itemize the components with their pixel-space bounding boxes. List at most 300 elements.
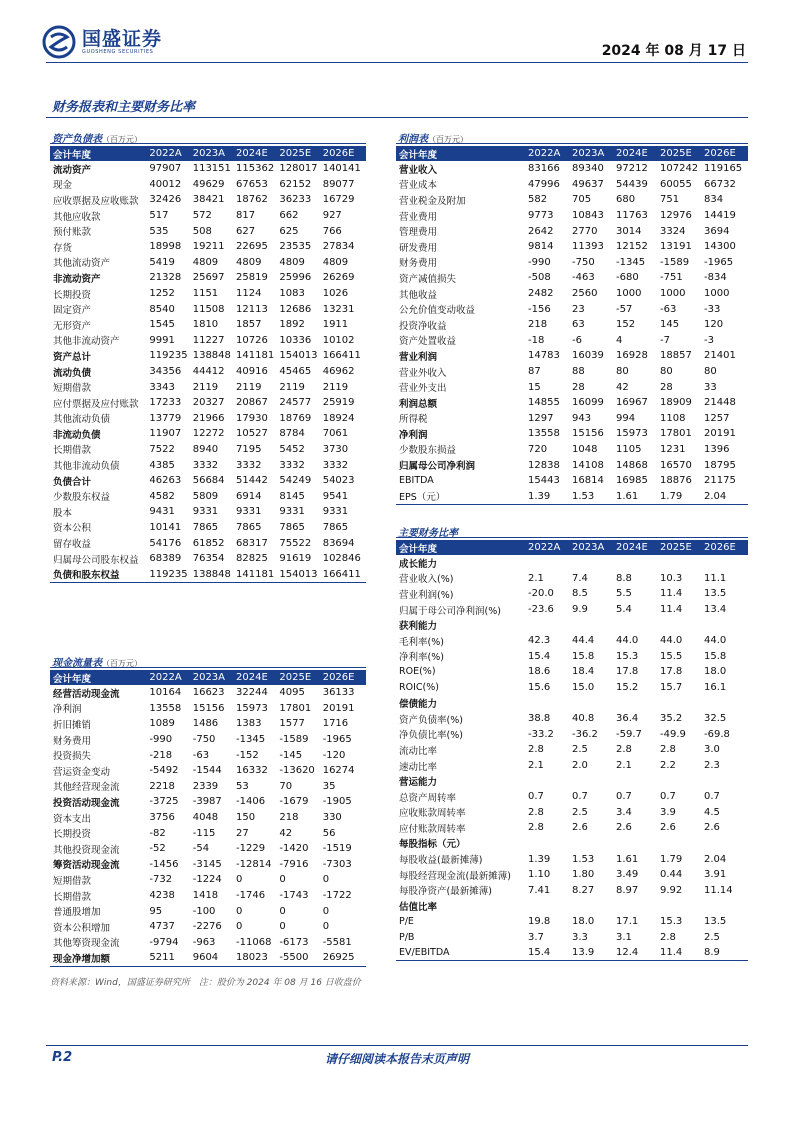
cell-value: 16570 [660,459,692,471]
cell-value: 7865 [192,521,219,533]
cell-value: 11.1 [704,572,727,584]
cell-value: 0 [279,905,286,917]
cell-value: -750 [572,256,595,268]
row-label: EV/EBITDA [399,947,450,959]
row-label: 营业收入(%) [399,574,454,586]
cell-value: 28 [660,381,673,393]
table-row [50,810,366,826]
table-row [50,208,366,224]
cell-value: 54249 [279,475,312,487]
cell-value: 5211 [149,952,175,964]
cell-value: 15973 [236,702,268,714]
header-year: 2022A [149,672,182,683]
table-row [396,255,748,271]
table-row [50,935,366,951]
header-year: 2022A [528,542,561,553]
cell-value: -20.0 [528,588,554,600]
cell-value: -12814 [236,858,272,870]
cell-value: 22695 [236,241,268,253]
cell-value: 15.6 [528,682,551,694]
row-label: EBITDA [399,475,434,487]
cell-value: 8.97 [616,884,639,896]
cell-value: 97907 [149,163,182,175]
header-year: 2022A [528,148,561,159]
cell-value: 0.7 [704,791,720,803]
cell-value: -59.7 [616,728,642,740]
row-label: 每股经营现金流(最新摊薄) [399,870,511,882]
cell-value: 13.5 [704,588,727,600]
cell-value: 3.9 [660,806,676,818]
cell-value: 1151 [192,288,219,300]
cell-value: 572 [192,210,212,222]
cell-value: -218 [149,749,173,761]
cell-value: -36.2 [572,728,598,740]
cell-value: 44412 [192,366,225,378]
cell-value: 3.4 [616,806,632,818]
cell-value: -69.8 [704,728,730,740]
header-year: 2026E [322,148,355,159]
cell-value: -145 [279,749,303,761]
cell-value: -1722 [322,890,352,902]
section-title: 财务报表和主要财务比率 [52,100,196,115]
cell-value: 4809 [322,256,349,268]
cell-value: 18.4 [572,666,595,678]
cell-value: -1544 [192,765,222,777]
row-label: 长期投资 [53,829,92,841]
cell-value: -1456 [149,858,179,870]
table-row [396,555,748,571]
cell-value: -120 [322,749,346,761]
cell-value: 2119 [236,381,262,393]
cell-value: 12113 [236,303,268,315]
cell-value: 21966 [192,412,225,424]
table-row [50,825,366,841]
cell-value: 2339 [192,780,219,792]
cell-value: -152 [236,749,259,761]
cell-value: 14783 [528,350,560,362]
brand-name: 国盛证券 [82,28,163,50]
cell-value: 3756 [149,812,175,824]
cell-value: 7865 [279,521,305,533]
cell-value: 16623 [192,687,225,699]
table-row [396,364,748,380]
cell-value: 1.39 [528,853,551,865]
disclaimer: 请仔细阅读本报告末页声明 [324,1052,469,1066]
row-label: 固定资产 [53,305,92,317]
table-row [50,255,366,271]
table-caption-title: 资产负债表 [52,134,102,145]
cell-value: 35.2 [660,713,683,725]
cell-value: 113151 [192,163,231,175]
table-caption [396,524,748,538]
cell-value: 7.41 [528,884,551,896]
cell-value: 1124 [236,288,262,300]
table-row [50,794,366,810]
income-statement-table [396,130,748,505]
cell-value: 15156 [572,428,604,440]
row-label: 资产负债率(%) [399,714,463,726]
table-header-row [396,146,748,161]
cell-value: 13.5 [704,915,727,927]
cell-value: 2.8 [528,806,544,818]
table-row [396,473,748,489]
cell-value: 0 [236,921,243,933]
cell-value: -1965 [704,256,734,268]
table-row [50,716,366,732]
cell-value: 2.6 [660,822,676,834]
row-label: 成长能力 [399,558,438,570]
cell-value: 5809 [192,490,219,502]
cell-value: -156 [528,303,551,315]
cell-value: 16729 [322,194,355,206]
table-row [50,919,366,935]
cell-value: 994 [616,412,636,424]
table-row [50,872,366,888]
cell-value: 1.53 [572,490,595,502]
cell-value: 56684 [192,475,225,487]
cell-value: 32244 [236,687,268,699]
table-row [396,758,748,774]
cell-value: 927 [322,210,342,222]
row-label: 归属母公司净利润 [399,461,476,473]
header-year: 2026E [704,542,736,553]
cell-value: 1396 [704,443,730,455]
cell-value: 18.0 [704,666,727,678]
cell-value: 2119 [279,381,305,393]
row-label: 营运资金变动 [53,766,111,778]
cell-value: 4809 [192,256,219,268]
cell-value: 517 [149,210,169,222]
cell-value: 18876 [660,475,692,487]
cell-value: 8145 [279,490,305,502]
row-label: 其他收益 [399,289,438,301]
footer-divider [46,1045,748,1046]
cell-value: -463 [572,272,595,284]
row-label: 归属于母公司净利润(%) [399,605,501,617]
table-row [50,779,366,795]
cell-value: 11508 [192,303,225,315]
cell-value: 42 [279,827,293,839]
row-label: ROIC(%) [399,682,439,694]
cell-value: 16814 [572,475,604,487]
cell-value: 107242 [660,163,699,175]
row-label: 每股指标（元） [399,839,466,851]
cell-value: 1892 [279,319,305,331]
cell-value: 662 [279,210,299,222]
table-row [50,763,366,779]
cell-value: -33.2 [528,728,554,740]
cell-value: 2.6 [572,822,588,834]
header-year: 2022A [149,148,182,159]
row-label: 应付票据及应付账款 [53,398,139,410]
cell-value: 45465 [279,366,312,378]
row-label: 应收账款周转率 [399,808,466,820]
cell-value: 1.79 [660,853,683,865]
table-bottom-rule [396,504,748,505]
row-label: 营业外支出 [399,383,447,395]
row-label: 毛利率(%) [399,636,444,648]
cell-value: 36233 [279,194,312,206]
cell-value: -3145 [192,858,222,870]
cell-value: 1.53 [572,853,595,865]
cell-value: 705 [572,194,592,206]
table-row [396,239,748,255]
row-label: 财务费用 [53,735,92,747]
cell-value: 0 [279,921,286,933]
table-row [50,270,366,286]
cell-value: 12686 [279,303,312,315]
cell-value: 15973 [616,428,648,440]
cell-value: 3332 [236,459,262,471]
cell-value: 21328 [149,272,182,284]
row-label: 投资损失 [53,751,92,763]
cell-value: 1083 [279,288,305,300]
cell-value: -13620 [279,765,315,777]
cell-value: 3324 [660,225,686,237]
table-row [396,379,748,395]
cell-value: 4 [616,334,623,346]
cell-value: -750 [192,734,216,746]
table-row [396,571,748,587]
table-caption-title: 主要财务比率 [398,528,458,539]
cell-value: 4809 [236,256,262,268]
cell-value: -1519 [322,843,352,855]
cell-value: 16099 [572,397,604,409]
table-bottom-rule [50,582,366,583]
cell-value: 1.61 [616,853,639,865]
cell-value: 3.7 [528,931,544,943]
table-caption-unit: （百万元） [102,135,142,144]
cell-value: 9431 [149,506,175,518]
cell-value: 4809 [279,256,305,268]
cell-value: 12272 [192,428,225,440]
row-label: 负债合计 [53,476,92,488]
cell-value: -57 [616,303,633,315]
cell-value: 18795 [704,459,736,471]
cell-value: 2.8 [660,744,676,756]
row-label: 长期借款 [53,891,92,903]
cell-value: 1231 [660,443,686,455]
cell-value: 17233 [149,397,182,409]
row-label: 折旧摊销 [53,719,92,731]
table-row [50,950,366,966]
cell-value: 2.6 [616,822,632,834]
cell-value: 95 [149,905,163,917]
cell-value: 19211 [192,241,225,253]
cell-value: 15.2 [616,682,639,694]
cell-value: 17801 [279,702,312,714]
table-row [396,695,748,711]
table-row [396,223,748,239]
cell-value: -18 [528,334,545,346]
cell-value: 330 [322,812,342,824]
cell-value: -9794 [149,936,179,948]
row-label: 股本 [53,507,73,519]
cell-value: 15.8 [704,650,727,662]
header-year: 2023A [572,148,605,159]
cell-value: 25996 [279,272,312,284]
cell-value: 67653 [236,178,268,190]
table-caption [396,130,748,144]
table-row [50,535,366,551]
cell-value: -3987 [192,796,222,808]
cell-value: 2.8 [528,744,544,756]
cell-value: 3.3 [572,931,588,943]
row-label: EPS（元） [399,492,446,504]
table-caption [50,130,366,144]
cell-value: 154013 [279,568,318,580]
cell-value: 154013 [279,350,318,362]
cell-value: 80 [660,366,673,378]
cell-value: 44.0 [704,635,727,647]
cell-value: 11.14 [704,884,733,896]
cell-value: 4582 [149,490,175,502]
table-caption-title: 现金流量表 [52,658,102,669]
row-label: 非流动负债 [53,429,101,441]
cell-value: 9331 [279,506,305,518]
cell-value: -1420 [279,843,309,855]
cell-value: 18023 [236,952,268,964]
table-row [50,239,366,255]
cell-value: 4.5 [704,806,720,818]
table-row [396,617,748,633]
cell-value: -63 [660,303,677,315]
cell-value: 0.7 [616,791,632,803]
cell-value: 15.7 [660,682,683,694]
table-row [50,457,366,473]
cell-value: -1746 [236,890,266,902]
cell-value: 535 [149,225,169,237]
cell-value: -23.6 [528,604,554,616]
cell-value: 3332 [192,459,219,471]
cell-value: -834 [704,272,727,284]
cell-value: 17930 [236,412,268,424]
cell-value: 17.8 [616,666,639,678]
cell-value: 11763 [616,210,648,222]
cell-value: -82 [149,827,166,839]
table-row [50,177,366,193]
cell-value: 7522 [149,443,175,455]
cell-value: 16967 [616,397,648,409]
table-row [396,192,748,208]
cell-value: 34356 [149,366,182,378]
cell-value: 60055 [660,178,692,190]
cell-value: 21175 [704,475,736,487]
table-row [50,747,366,763]
cell-value: 140141 [322,163,361,175]
cell-value: 62152 [279,178,312,190]
cell-value: 49637 [572,178,604,190]
row-label: 流动比率 [399,745,438,757]
cell-value: 32426 [149,194,182,206]
cell-value: 13779 [149,412,182,424]
cell-value: 152 [616,319,636,331]
cell-value: 61852 [192,537,225,549]
cell-value: 9814 [528,241,554,253]
cell-value: 7.4 [572,572,588,584]
cell-value: 3332 [322,459,349,471]
cell-value: 21448 [704,397,736,409]
table-row [396,789,748,805]
row-label: 现金 [53,180,73,192]
balance-sheet-table [50,130,366,583]
cell-value: 44.4 [572,635,595,647]
cell-value: -6 [572,334,582,346]
row-label: 营业收入 [399,164,438,176]
row-label: 其他流动负债 [53,414,111,426]
table-row [396,395,748,411]
cell-value: 834 [704,194,724,206]
cell-value: 66732 [704,178,736,190]
cell-value: 119235 [149,568,188,580]
table-row [396,664,748,680]
row-label: 资本公积增加 [53,922,111,934]
row-label: 长期借款 [53,445,92,457]
cell-value: 18.0 [572,915,595,927]
cell-value: 15.3 [660,915,683,927]
header-year: 2023A [192,672,226,683]
cell-value: 11393 [572,241,604,253]
cell-value: 63 [572,319,585,331]
cell-value: 1257 [704,412,730,424]
cell-value: 150 [236,812,256,824]
cell-value: 1026 [322,288,349,300]
table-row [396,602,748,618]
row-label: 净利润 [53,704,82,716]
cell-value: 7865 [236,521,262,533]
cell-value: 15.4 [528,650,551,662]
table-row [396,633,748,649]
cell-value: 5.5 [616,588,632,600]
row-label: 其他经营现金流 [53,782,120,794]
cell-value: 15.5 [660,650,683,662]
cell-value: -5500 [279,952,309,964]
cell-value: 1.79 [660,490,683,502]
table-row [50,395,366,411]
cell-value: 14855 [528,397,560,409]
table-row [396,317,748,333]
table-row [50,566,366,582]
cell-value: 44.0 [660,635,683,647]
cell-value: 26269 [322,272,355,284]
cell-value: 16039 [572,350,604,362]
cell-value: -52 [149,843,166,855]
cell-value: 2.2 [660,760,676,772]
cell-value: 40916 [236,366,268,378]
cell-value: 89077 [322,178,355,190]
cell-value: 11.4 [660,588,683,600]
cell-value: 2.04 [704,853,727,865]
table-row [396,945,748,961]
cell-value: 40.8 [572,713,595,725]
cell-value: 3730 [322,443,349,455]
cell-value: 2.04 [704,490,727,502]
cell-value: -49.9 [660,728,686,740]
cell-value: 4048 [192,812,219,824]
table-row [50,488,366,504]
cell-value: 13.4 [704,604,727,616]
report-date: 2024 年 08 月 17 日 [601,43,746,59]
cell-value: -990 [149,734,173,746]
table-row [396,898,748,914]
cell-value: 12838 [528,459,560,471]
cell-value: 51442 [236,475,268,487]
cell-value: 49629 [192,178,225,190]
cell-value: 10336 [279,334,312,346]
cell-value: 8.27 [572,884,595,896]
cell-value: 38421 [192,194,225,206]
cell-value: 2.1 [616,760,632,772]
